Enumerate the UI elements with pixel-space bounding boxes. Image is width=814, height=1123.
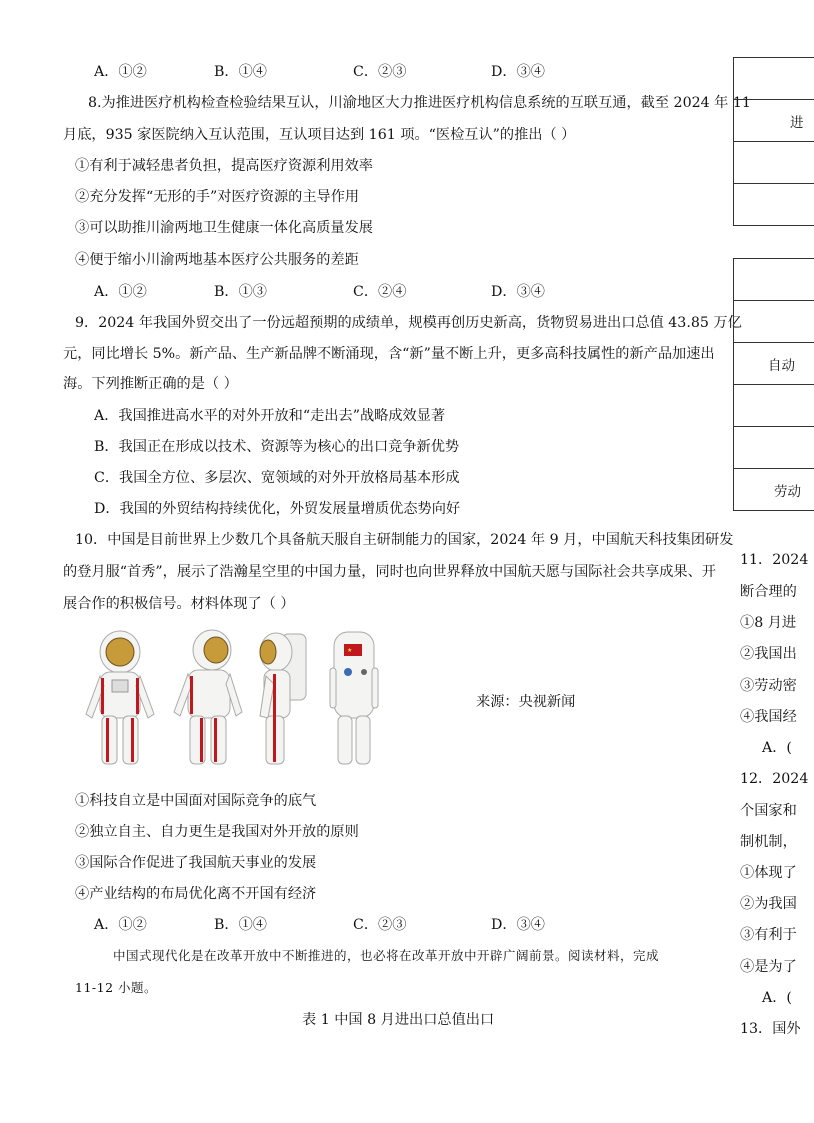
q8-option-a: A．①② <box>94 284 147 300</box>
table-row <box>734 259 814 301</box>
right-line: ①8 月进 <box>740 615 797 631</box>
table-row: 进 <box>734 100 814 142</box>
table-row <box>734 427 814 469</box>
right-line: 断合理的 <box>740 584 797 600</box>
q8-option-d: D．③④ <box>491 284 545 300</box>
right-line: 13．国外 <box>740 1021 801 1037</box>
table-row <box>734 142 814 184</box>
spacesuit-front-figure <box>78 628 162 770</box>
q9-stem-line2: 元，同比增长 5%。新产品、生产新品牌不断涌现，含“新”量不断上升，更多高科技属性的新产品加速出 <box>63 346 715 362</box>
right-line: ①体现了 <box>740 865 797 881</box>
q9-option-c: C．我国全方位、多层次、宽领域的对外开放格局基本形成 <box>94 470 460 486</box>
q10-stem-line1: 10．中国是目前世界上少数几个具备航天服自主研制能力的国家，2024 年 9 月，中国航天科技集团研发 <box>75 532 734 548</box>
right-line: ③劳动密 <box>740 678 797 694</box>
q7-option-a: A．①② <box>94 64 147 80</box>
right-line: ④我国经 <box>740 709 797 725</box>
q7-option-d: D．③④ <box>491 64 545 80</box>
table-row <box>734 385 814 427</box>
q10-item-2: ②独立自主、自力更生是我国对外开放的原则 <box>75 824 359 840</box>
q10-stem-line3: 展合作的积极信号。材料体现了（ ） <box>63 596 295 612</box>
spacesuit-angle-figure <box>168 628 248 770</box>
q8-option-b: B．①③ <box>214 284 267 300</box>
table-row: 劳动 <box>734 469 814 511</box>
right-line: ③有利于 <box>740 927 797 943</box>
q9-stem-line3: 海。下列推断正确的是（ ） <box>63 376 238 392</box>
q10-option-a: A．①② <box>94 917 147 933</box>
q10-item-1: ①科技自立是中国面对国际竞争的底气 <box>75 793 317 809</box>
q8-item-4: ④便于缩小川渝两地基本医疗公共服务的差距 <box>75 252 359 268</box>
q10-option-b: B．①④ <box>214 917 267 933</box>
q8-item-2: ②充分发挥“无形的手”对医疗资源的主导作用 <box>75 189 360 205</box>
q8-stem-line2: 月底，935 家医院纳入互认范围，互认项目达到 161 项。“医检互认”的推出（ ） <box>63 127 576 143</box>
q10-option-d: D．③④ <box>491 917 545 933</box>
q10-stem-line2: 的登月服“首秀”，展示了浩瀚星空里的中国力量，同时也向世界释放中国航天愿与国际社会共享成果、开 <box>63 564 716 580</box>
material-intro-line2: 11-12 小题。 <box>75 980 158 995</box>
q8-option-c: C．②④ <box>353 284 407 300</box>
right-table-top <box>733 57 814 226</box>
right-line: 制机制， <box>740 834 797 850</box>
q10-item-4: ④产业结构的布局优化离不开国有经济 <box>75 886 317 902</box>
table-caption: 表 1 中国 8 月进出口总值出口 <box>302 1012 495 1028</box>
q8-item-1: ①有利于减轻患者负担，提高医疗资源利用效率 <box>75 158 373 174</box>
q9-option-d: D．我国的外贸结构持续优化，外贸发展量增质优态势向好 <box>94 501 461 517</box>
q7-option-b: B．①④ <box>214 64 267 80</box>
image-source-caption: 来源：央视新闻 <box>476 694 576 710</box>
q7-option-c: C．②③ <box>353 64 407 80</box>
q9-option-a: A．我国推进高水平的对外开放和“走出去”战略成效显著 <box>94 408 446 424</box>
table-row <box>734 184 814 226</box>
q9-option-b: B．我国正在形成以技术、资源等为核心的出口竞争新优势 <box>94 439 460 455</box>
q8-item-3: ③可以助推川渝两地卫生健康一体化高质量发展 <box>75 220 373 236</box>
right-line: A．( <box>762 740 792 756</box>
right-line: ②我国出 <box>740 646 797 662</box>
table-row: 自动 <box>734 343 814 385</box>
right-line: 个国家和 <box>740 803 797 819</box>
material-intro-line1: 中国式现代化是在改革开放中不断推进的，也必将在改革开放中开辟广阔前景。阅读材料，完成 <box>113 948 660 963</box>
q10-option-c: C．②③ <box>353 917 407 933</box>
right-line: 12．2024 <box>740 771 809 787</box>
right-line: ②为我国 <box>740 896 797 912</box>
spacesuit-side-figure <box>252 628 312 770</box>
q9-stem-line1: 9．2024 年我国外贸交出了一份远超预期的成绩单，规模再创历史新高，货物贸易进出口总值 43.85 万亿 <box>75 315 742 331</box>
svg-text:★: ★ <box>347 647 353 654</box>
table-row <box>734 58 814 100</box>
q8-stem-line1: 8.为推进医疗机构检查检验结果互认，川渝地区大力推进医疗机构信息系统的互联互通，截至 2024 年 11 <box>88 95 751 111</box>
q10-item-3: ③国际合作促进了我国航天事业的发展 <box>75 855 317 871</box>
right-line: ④是为了 <box>740 959 797 975</box>
spacesuit-back-figure <box>326 628 382 770</box>
right-table-mid <box>733 258 814 511</box>
right-line: 11．2024 <box>740 552 809 568</box>
right-line: A．( <box>762 990 792 1006</box>
table-row <box>734 301 814 343</box>
